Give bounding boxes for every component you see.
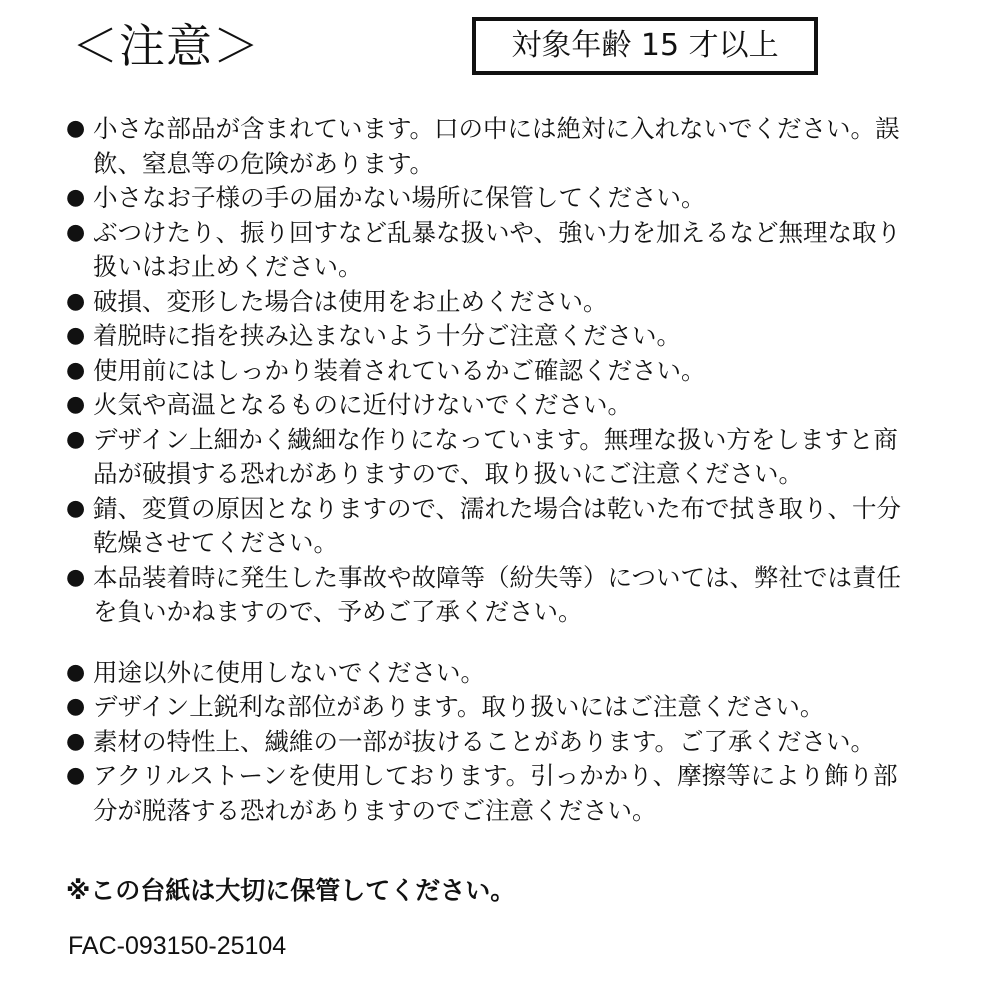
caution-text: 破損、変形した場合は使用をお止めください。 [93,286,608,316]
caution-text: 火気や高温となるものに近付けないでください。 [93,390,632,419]
caution-text: ぶつけたり、振り回すなど乱暴な扱いや、強い力を加えるなど無理な取り扱いはお止めください。 [93,217,902,281]
caution-text: 小さなお子様の手の届かない場所に保管してください。 [93,183,706,212]
caution-item [66,181,916,216]
bullet-icon: ● [66,728,86,754]
caution-item [66,319,916,354]
caution-item [66,388,916,423]
caution-text: 本品装着時に発生した事故や故障等（紛失等）については、弊社では責任を負いかねますので、予めご了承ください。 [93,562,902,626]
caution-text: 錆、変質の原因となりますので、濡れた場合は乾いた布で拭き取り、十分乾燥させてください。 [93,493,902,557]
caution-item [66,354,916,389]
page-title: ＜注意＞ [72,19,260,73]
caution-item [66,112,916,181]
caution-item [66,423,916,492]
caution-text: 着脱時に指を挟み込まないよう十分ご注意ください。 [93,321,681,350]
bullet-icon: ● [66,288,86,314]
bullet-icon: ● [66,392,86,417]
bullet-icon: ● [66,426,86,452]
caution-item [66,285,916,320]
caution-item [66,725,916,760]
caution-item [66,492,916,561]
bullet-icon: ● [66,495,86,521]
bullet-icon: ● [66,564,86,590]
bullet-icon: ● [66,659,86,685]
caution-item [66,759,916,828]
caution-text: デザイン上細かく繊細な作りになっています。無理な扱い方をしますと商品が破損する恐れがありますので、取り扱いにご注意ください。 [93,424,898,488]
caution-item [66,690,916,725]
caution-text: デザイン上鋭利な部位があります。取り扱いにはご注意ください。 [93,692,825,721]
bullet-icon: ● [66,763,86,788]
caution-text: 素材の特性上、繊維の一部が抜けることがあります。ご了承ください。 [93,726,876,756]
caution-item [66,216,916,285]
bullet-icon: ● [66,185,86,210]
bullet-icon: ● [66,323,86,348]
bullet-icon: ● [66,357,86,383]
bullet-icon: ● [66,219,86,245]
storage-notice: ※この台紙は大切に保管してください。 [66,876,516,905]
caution-item [66,561,916,630]
caution-text: 小さな部品が含まれています。口の中には絶対に入れないでください。誤飲、窒息等の危険があります。 [93,114,900,178]
bullet-icon: ● [66,116,86,141]
product-code: FAC-093150-25104 [68,932,287,960]
caution-item [66,656,916,691]
age-rating-badge: 対象年齢 15 才以上 [472,17,818,75]
section-gap [66,630,916,656]
caution-text: 用途以外に使用しないでください。 [93,657,485,687]
caution-list [66,112,916,828]
caution-text: 使用前にはしっかり装着されているかご確認ください。 [93,355,706,385]
caution-text: アクリルストーンを使用しております。引っかかり、摩擦等により飾り部分が脱落する恐れがありますのでご注意ください。 [93,761,898,825]
bullet-icon: ● [66,694,86,719]
